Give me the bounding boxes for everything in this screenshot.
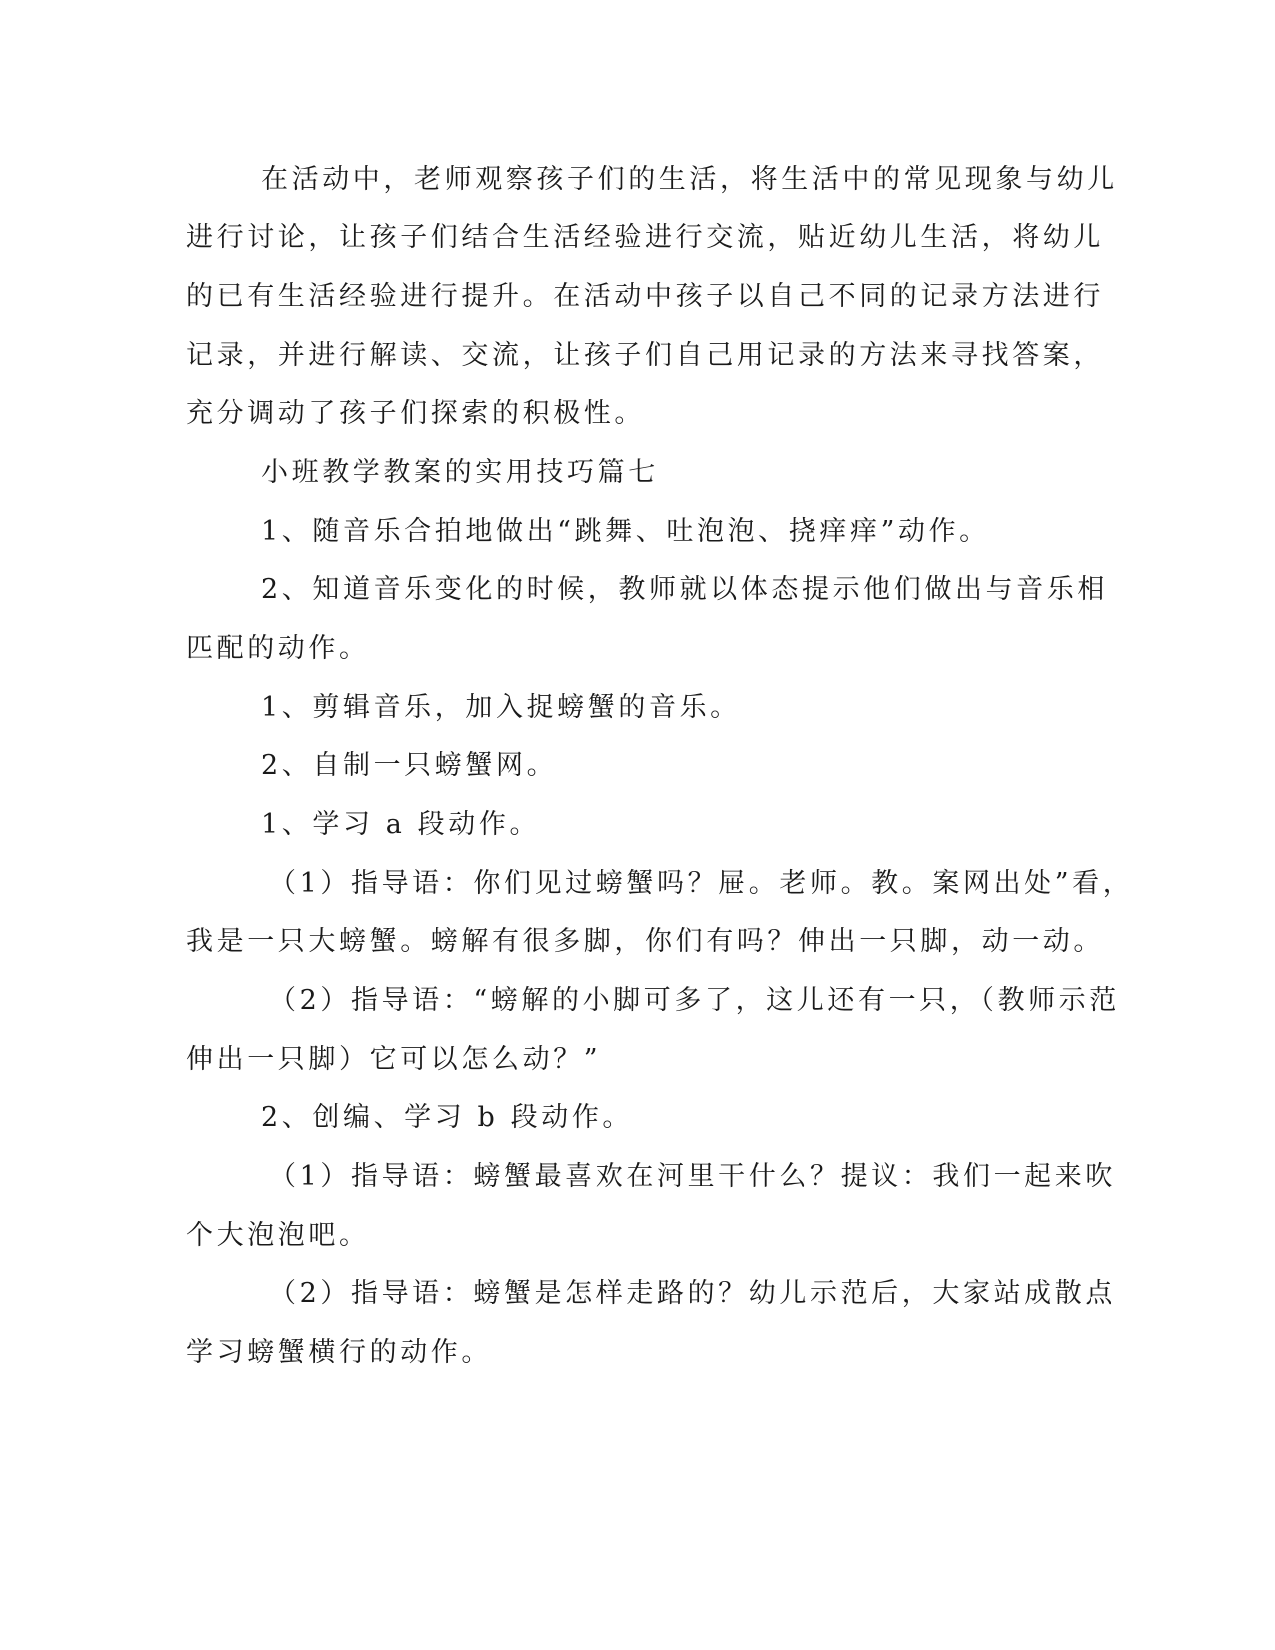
paragraph-line: 记录，并进行解读、交流，让孩子们自己用记录的方法来寻找答案，: [186, 340, 1104, 371]
list-item: 2、创编、学习 b 段动作。: [261, 1102, 634, 1133]
paragraph-line: 进行讨论，让孩子们结合生活经验进行交流，贴近幼儿生活，将幼儿: [186, 222, 1104, 253]
sub-item-continuation: 个大泡泡吧。: [186, 1220, 370, 1251]
list-item: 1、学习 a 段动作。: [261, 809, 541, 840]
sub-item-continuation: 我是一只大螃蟹。螃解有很多脚，你们有吗？伸出一只脚，动一动。: [186, 926, 1104, 957]
sub-item: （2）指导语：“螃解的小脚可多了，这儿还有一只，（教师示范: [269, 985, 1120, 1016]
list-item: 1、随音乐合拍地做出“跳舞、吐泡泡、挠痒痒”动作。: [261, 516, 990, 547]
list-item: 2、知道音乐变化的时候，教师就以体态提示他们做出与音乐相: [261, 574, 1108, 605]
sub-item-continuation: 学习螃蟹横行的动作。: [186, 1337, 492, 1368]
list-item-continuation: 匹配的动作。: [186, 633, 370, 664]
list-item: 2、自制一只螃蟹网。: [261, 750, 558, 781]
sub-item: （2）指导语：螃蟹是怎样走路的？幼儿示范后，大家站成散点: [269, 1278, 1116, 1309]
list-item: 1、剪辑音乐，加入捉螃蟹的音乐。: [261, 692, 741, 723]
paragraph-line: 的已有生活经验进行提升。在活动中孩子以自己不同的记录方法进行: [186, 281, 1104, 312]
paragraph-line: 充分调动了孩子们探索的积极性。: [186, 398, 645, 429]
section-heading: 小班教学教案的实用技巧篇七: [261, 457, 659, 488]
sub-item-continuation: 伸出一只脚）它可以怎么动？”: [186, 1044, 602, 1075]
sub-item: （1）指导语：螃蟹最喜欢在河里干什么？提议：我们一起来吹: [269, 1161, 1116, 1192]
paragraph-line: 在活动中，老师观察孩子们的生活，将生活中的常见现象与幼儿: [261, 164, 1118, 195]
sub-item: （1）指导语：你们见过螃蟹吗？屉。老师。教。案网出处”看，: [269, 868, 1134, 899]
